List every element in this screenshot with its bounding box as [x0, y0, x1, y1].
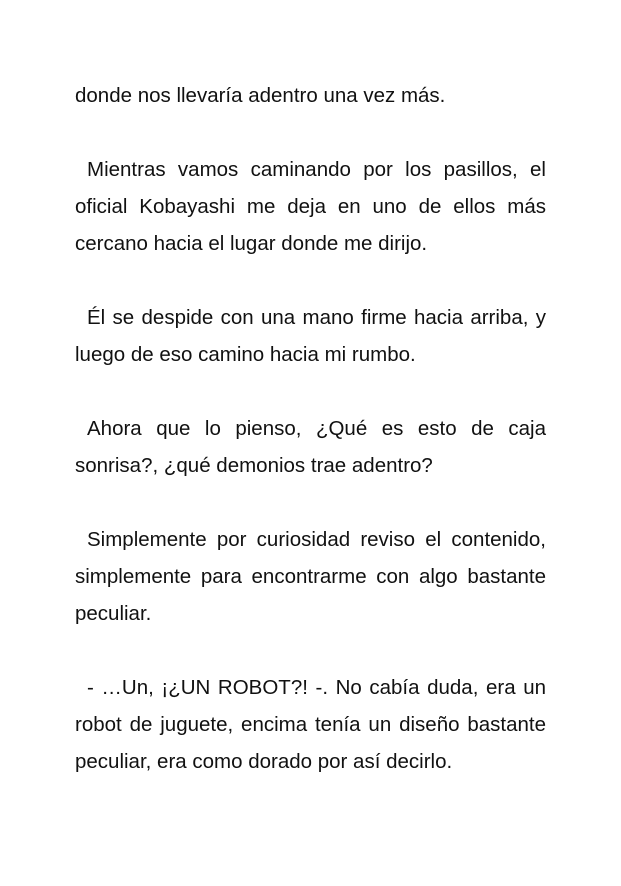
paragraph-line: robot de juguete, encima tenía un diseño bastante [75, 713, 546, 736]
paragraph-line: oficial Kobayashi me deja en uno de ellos más [75, 195, 546, 218]
paragraph-line: Simplemente por curiosidad reviso el contenido, [87, 528, 546, 551]
paragraph-line: luego de eso camino hacia mi rumbo. [75, 343, 416, 366]
paragraph-5 [75, 521, 546, 632]
paragraph-line: peculiar. [75, 602, 152, 625]
paragraph-3 [75, 299, 546, 373]
paragraph-line: - …Un, ¡¿UN ROBOT?! -. No cabía duda, era un [87, 676, 546, 699]
paragraph-line: Ahora que lo pienso, ¿Qué es esto de caja [87, 417, 546, 440]
paragraph-1 [75, 77, 546, 114]
paragraph-line: sonrisa?, ¿qué demonios trae adentro? [75, 454, 433, 477]
paragraph-4 [75, 410, 546, 484]
paragraph-line: cercano hacia el lugar donde me dirijo. [75, 232, 428, 255]
paragraph-line: peculiar, era como dorado por así decirlo. [75, 750, 453, 773]
paragraph-line: simplemente para encontrarme con algo bastante [75, 565, 546, 588]
paragraph-line: Él se despide con una mano firme hacia arriba, y [87, 306, 546, 329]
paragraph-6 [75, 669, 546, 780]
paragraph-2 [75, 151, 546, 262]
paragraph-line: donde nos llevaría adentro una vez más. [75, 84, 446, 107]
paragraph-line: Mientras vamos caminando por los pasillos, el [87, 158, 546, 181]
